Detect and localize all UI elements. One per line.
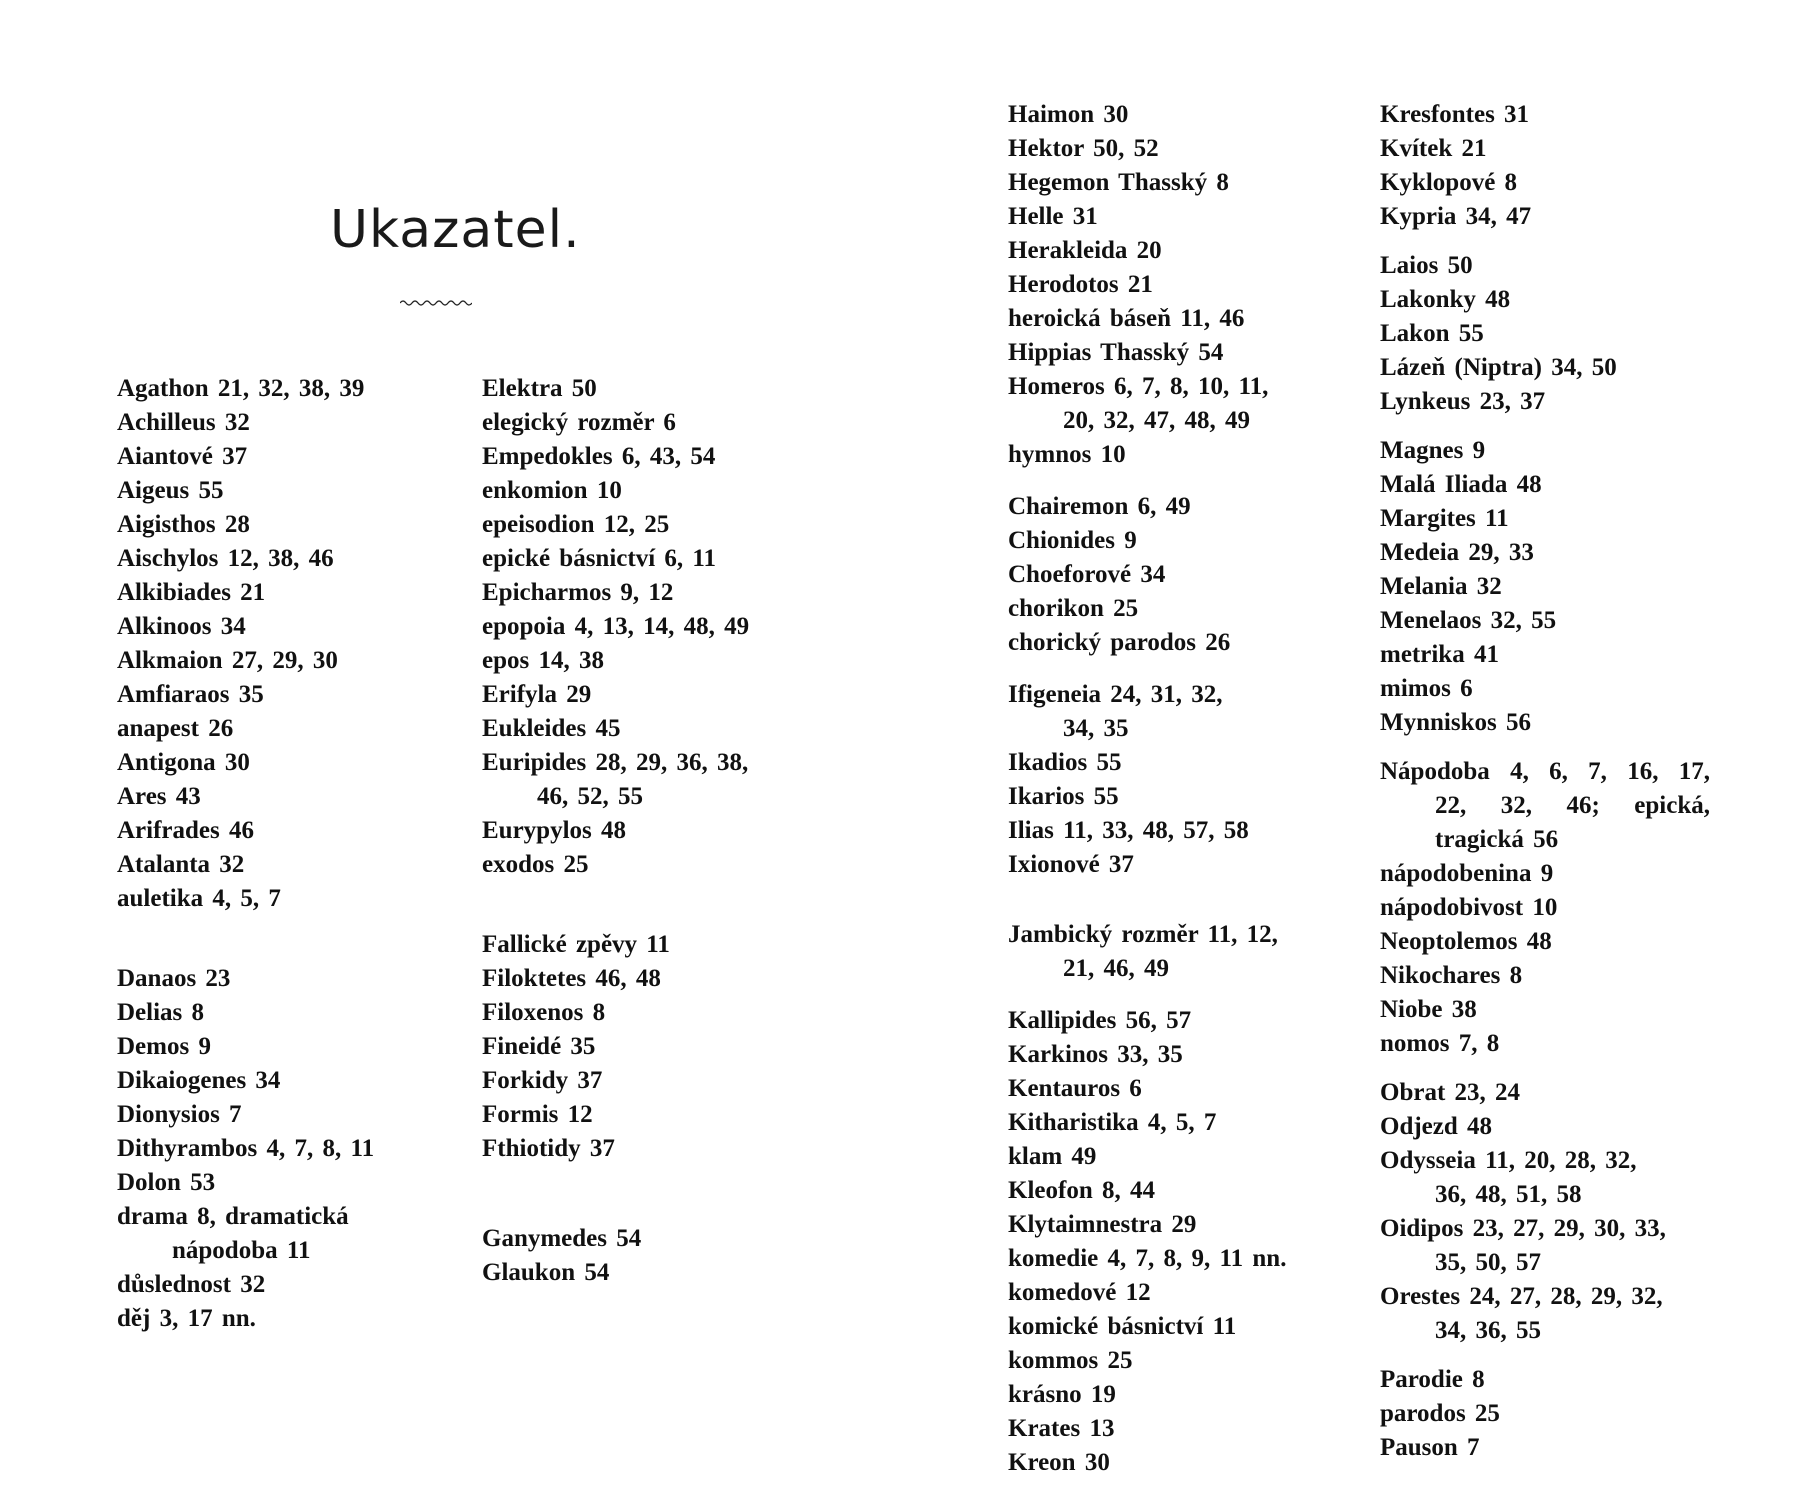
index-letter-group [117, 962, 457, 1336]
index-entry-continuation: 22, 32, 46; epická, [1435, 792, 1710, 819]
index-entry: parodos 25 [1380, 1400, 1500, 1427]
index-entry: klam 49 [1008, 1143, 1097, 1170]
index-letter-group [1380, 249, 1720, 419]
index-entry: Krates 13 [1008, 1415, 1115, 1442]
index-entry: Laios 50 [1380, 252, 1473, 279]
index-entry: komedové 12 [1008, 1279, 1151, 1306]
index-entry: Haimon 30 [1008, 101, 1129, 128]
index-entry: nápodobenina 9 [1380, 860, 1554, 887]
index-entry: Aiantové 37 [117, 443, 248, 470]
index-entry-continuation: 36, 48, 51, 58 [1435, 1181, 1582, 1208]
index-entry: Karkinos 33, 35 [1008, 1041, 1183, 1068]
index-entry: Delias 8 [117, 999, 205, 1026]
index-entry: chorikon 25 [1008, 595, 1139, 622]
index-entry: Fthiotidy 37 [482, 1135, 615, 1162]
index-entry: Filoxenos 8 [482, 999, 606, 1026]
index-entry: Nikochares 8 [1380, 962, 1523, 989]
index-entry: Lakonky 48 [1380, 286, 1511, 313]
index-letter-group [482, 1222, 822, 1290]
index-entry: Herodotos 21 [1008, 271, 1153, 298]
index-entry: metrika 41 [1380, 641, 1499, 668]
index-entry: Nápodoba 4, 6, 7, 16, 17, [1380, 758, 1710, 785]
index-entry: Ixionové 37 [1008, 851, 1134, 878]
index-entry: Homeros 6, 7, 8, 10, 11, [1008, 373, 1269, 400]
index-entry: Kleofon 8, 44 [1008, 1177, 1155, 1204]
index-entry-continuation: 46, 52, 55 [537, 783, 643, 810]
index-letter-group [1008, 1004, 1348, 1480]
index-entry: Ilias 11, 33, 48, 57, 58 [1008, 817, 1249, 844]
index-entry: Melania 32 [1380, 573, 1502, 600]
index-entry: Klytaimnestra 29 [1008, 1211, 1197, 1238]
index-entry: Kitharistika 4, 5, 7 [1008, 1109, 1217, 1136]
index-entry: Demos 9 [117, 1033, 211, 1060]
index-entry: Choeforové 34 [1008, 561, 1166, 588]
index-letter-group [1008, 98, 1348, 472]
index-entry: anapest 26 [117, 715, 234, 742]
index-entry: hymnos 10 [1008, 441, 1126, 468]
index-entry-continuation: 20, 32, 47, 48, 49 [1063, 407, 1250, 434]
index-entry: Eurypylos 48 [482, 817, 627, 844]
index-entry: Orestes 24, 27, 28, 29, 32, [1380, 1283, 1663, 1310]
index-entry: Chairemon 6, 49 [1008, 493, 1191, 520]
index-entry-continuation: 34, 35 [1063, 715, 1129, 742]
index-entry: Epicharmos 9, 12 [482, 579, 674, 606]
index-entry: Kvítek 21 [1380, 135, 1487, 162]
index-entry: chorický parodos 26 [1008, 629, 1231, 656]
index-entry: Alkibiades 21 [117, 579, 266, 606]
index-entry: Kypria 34, 47 [1380, 203, 1532, 230]
index-entry: Malá Iliada 48 [1380, 471, 1542, 498]
index-entry: Parodie 8 [1380, 1366, 1485, 1393]
index-entry: Dionysios 7 [117, 1101, 242, 1128]
index-entry: Niobe 38 [1380, 996, 1477, 1023]
index-entry: nomos 7, 8 [1380, 1030, 1500, 1057]
index-title: Ukazatel. [330, 200, 581, 260]
index-entry: Hippias Thasský 54 [1008, 339, 1224, 366]
index-entry: Obrat 23, 24 [1380, 1079, 1521, 1106]
index-entry: Medeia 29, 33 [1380, 539, 1534, 566]
index-entry-continuation: 21, 46, 49 [1063, 955, 1169, 982]
index-entry: auletika 4, 5, 7 [117, 885, 281, 912]
index-letter-group [117, 372, 457, 916]
index-entry: Hegemon Thasský 8 [1008, 169, 1229, 196]
index-letter-group [1008, 678, 1348, 882]
index-entry: epeisodion 12, 25 [482, 511, 670, 538]
index-entry: kommos 25 [1008, 1347, 1133, 1374]
index-entry: mimos 6 [1380, 675, 1473, 702]
index-entry: Ikarios 55 [1008, 783, 1119, 810]
index-entry: Kentauros 6 [1008, 1075, 1142, 1102]
index-letter-group [482, 372, 822, 882]
index-entry: Mynniskos 56 [1380, 709, 1531, 736]
index-entry: Lakon 55 [1380, 320, 1484, 347]
index-entry: Ifigeneia 24, 31, 32, [1008, 681, 1223, 708]
index-entry: Aigeus 55 [117, 477, 224, 504]
index-entry: Dithyrambos 4, 7, 8, 11 [117, 1135, 375, 1162]
index-entry: Pauson 7 [1380, 1434, 1480, 1461]
index-entry: Forkidy 37 [482, 1067, 603, 1094]
right-page [902, 0, 1804, 1500]
index-entry: Ikadios 55 [1008, 749, 1122, 776]
index-entry: Lynkeus 23, 37 [1380, 388, 1546, 415]
title-ornament [400, 298, 472, 308]
index-entry: Magnes 9 [1380, 437, 1486, 464]
index-entry: Ganymedes 54 [482, 1225, 642, 1252]
index-entry: Atalanta 32 [117, 851, 245, 878]
index-entry: důslednost 32 [117, 1271, 266, 1298]
index-entry: Euripides 28, 29, 36, 38, [482, 749, 749, 776]
index-entry: Neoptolemos 48 [1380, 928, 1552, 955]
index-entry: nápodobivost 10 [1380, 894, 1558, 921]
index-letter-group [1380, 1363, 1720, 1465]
index-entry: Kreon 30 [1008, 1449, 1110, 1476]
index-entry: Chionides 9 [1008, 527, 1137, 554]
index-entry-continuation: tragická 56 [1435, 826, 1559, 853]
index-entry: Alkmaion 27, 29, 30 [117, 647, 338, 674]
index-entry: Odjezd 48 [1380, 1113, 1493, 1140]
index-entry: Glaukon 54 [482, 1259, 610, 1286]
index-entry: epos 14, 38 [482, 647, 604, 674]
index-entry: epopoia 4, 13, 14, 48, 49 [482, 613, 750, 640]
index-entry: komické básnictví 11 [1008, 1313, 1237, 1340]
index-entry: Formis 12 [482, 1101, 593, 1128]
index-column-b [482, 372, 822, 1308]
index-entry: komedie 4, 7, 8, 9, 11 nn. [1008, 1245, 1287, 1272]
index-entry: Alkinoos 34 [117, 613, 246, 640]
index-entry: Empedokles 6, 43, 54 [482, 443, 716, 470]
index-entry: Kyklopové 8 [1380, 169, 1518, 196]
index-column-d [1380, 98, 1720, 1483]
index-entry: Amfiaraos 35 [117, 681, 264, 708]
index-entry: heroická báseň 11, 46 [1008, 305, 1245, 332]
index-entry: Filoktetes 46, 48 [482, 965, 661, 992]
index-entry: Danaos 23 [117, 965, 231, 992]
index-entry: Kallipides 56, 57 [1008, 1007, 1192, 1034]
index-entry: Eukleides 45 [482, 715, 621, 742]
index-entry: krásno 19 [1008, 1381, 1116, 1408]
index-entry: děj 3, 17 nn. [117, 1305, 256, 1332]
index-entry: Ares 43 [117, 783, 201, 810]
index-entry-continuation: nápodoba 11 [172, 1237, 311, 1264]
index-entry: Herakleida 20 [1008, 237, 1162, 264]
index-entry: Lázeň (Niptra) 34, 50 [1380, 354, 1617, 381]
index-entry: Fallické zpěvy 11 [482, 931, 670, 958]
index-entry: Erifyla 29 [482, 681, 592, 708]
index-letter-group [1008, 490, 1348, 660]
index-entry: Aigisthos 28 [117, 511, 250, 538]
index-entry: Fineidé 35 [482, 1033, 596, 1060]
index-entry: Elektra 50 [482, 375, 597, 402]
index-entry: Aischylos 12, 38, 46 [117, 545, 334, 572]
index-entry: drama 8, dramatická [117, 1203, 349, 1230]
index-column-c [1008, 98, 1348, 1498]
index-letter-group [482, 928, 822, 1166]
index-entry: Achilleus 32 [117, 409, 250, 436]
index-entry: elegický rozměr 6 [482, 409, 676, 436]
index-entry: enkomion 10 [482, 477, 622, 504]
index-letter-group [1008, 918, 1348, 986]
index-entry-continuation: 34, 36, 55 [1435, 1317, 1541, 1344]
index-entry: Odysseia 11, 20, 28, 32, [1380, 1147, 1637, 1174]
index-entry: Jambický rozměr 11, 12, [1008, 921, 1278, 948]
index-entry: Menelaos 32, 55 [1380, 607, 1557, 634]
index-entry: Antigona 30 [117, 749, 250, 776]
index-entry: Oidipos 23, 27, 29, 30, 33, [1380, 1215, 1666, 1242]
index-entry: exodos 25 [482, 851, 589, 878]
index-entry-continuation: 35, 50, 57 [1435, 1249, 1541, 1276]
index-letter-group [1380, 434, 1720, 740]
index-entry: epické básnictví 6, 11 [482, 545, 717, 572]
index-column-a [117, 372, 457, 1354]
index-letter-group [1380, 1076, 1720, 1348]
index-entry: Dikaiogenes 34 [117, 1067, 281, 1094]
index-entry: Hektor 50, 52 [1008, 135, 1159, 162]
index-entry: Kresfontes 31 [1380, 101, 1530, 128]
index-entry: Agathon 21, 32, 38, 39 [117, 375, 365, 402]
index-entry: Arifrades 46 [117, 817, 254, 844]
index-entry: Margites 11 [1380, 505, 1509, 532]
index-letter-group [1380, 98, 1720, 234]
index-entry: Helle 31 [1008, 203, 1098, 230]
index-letter-group [1380, 755, 1720, 1061]
index-entry: Dolon 53 [117, 1169, 216, 1196]
